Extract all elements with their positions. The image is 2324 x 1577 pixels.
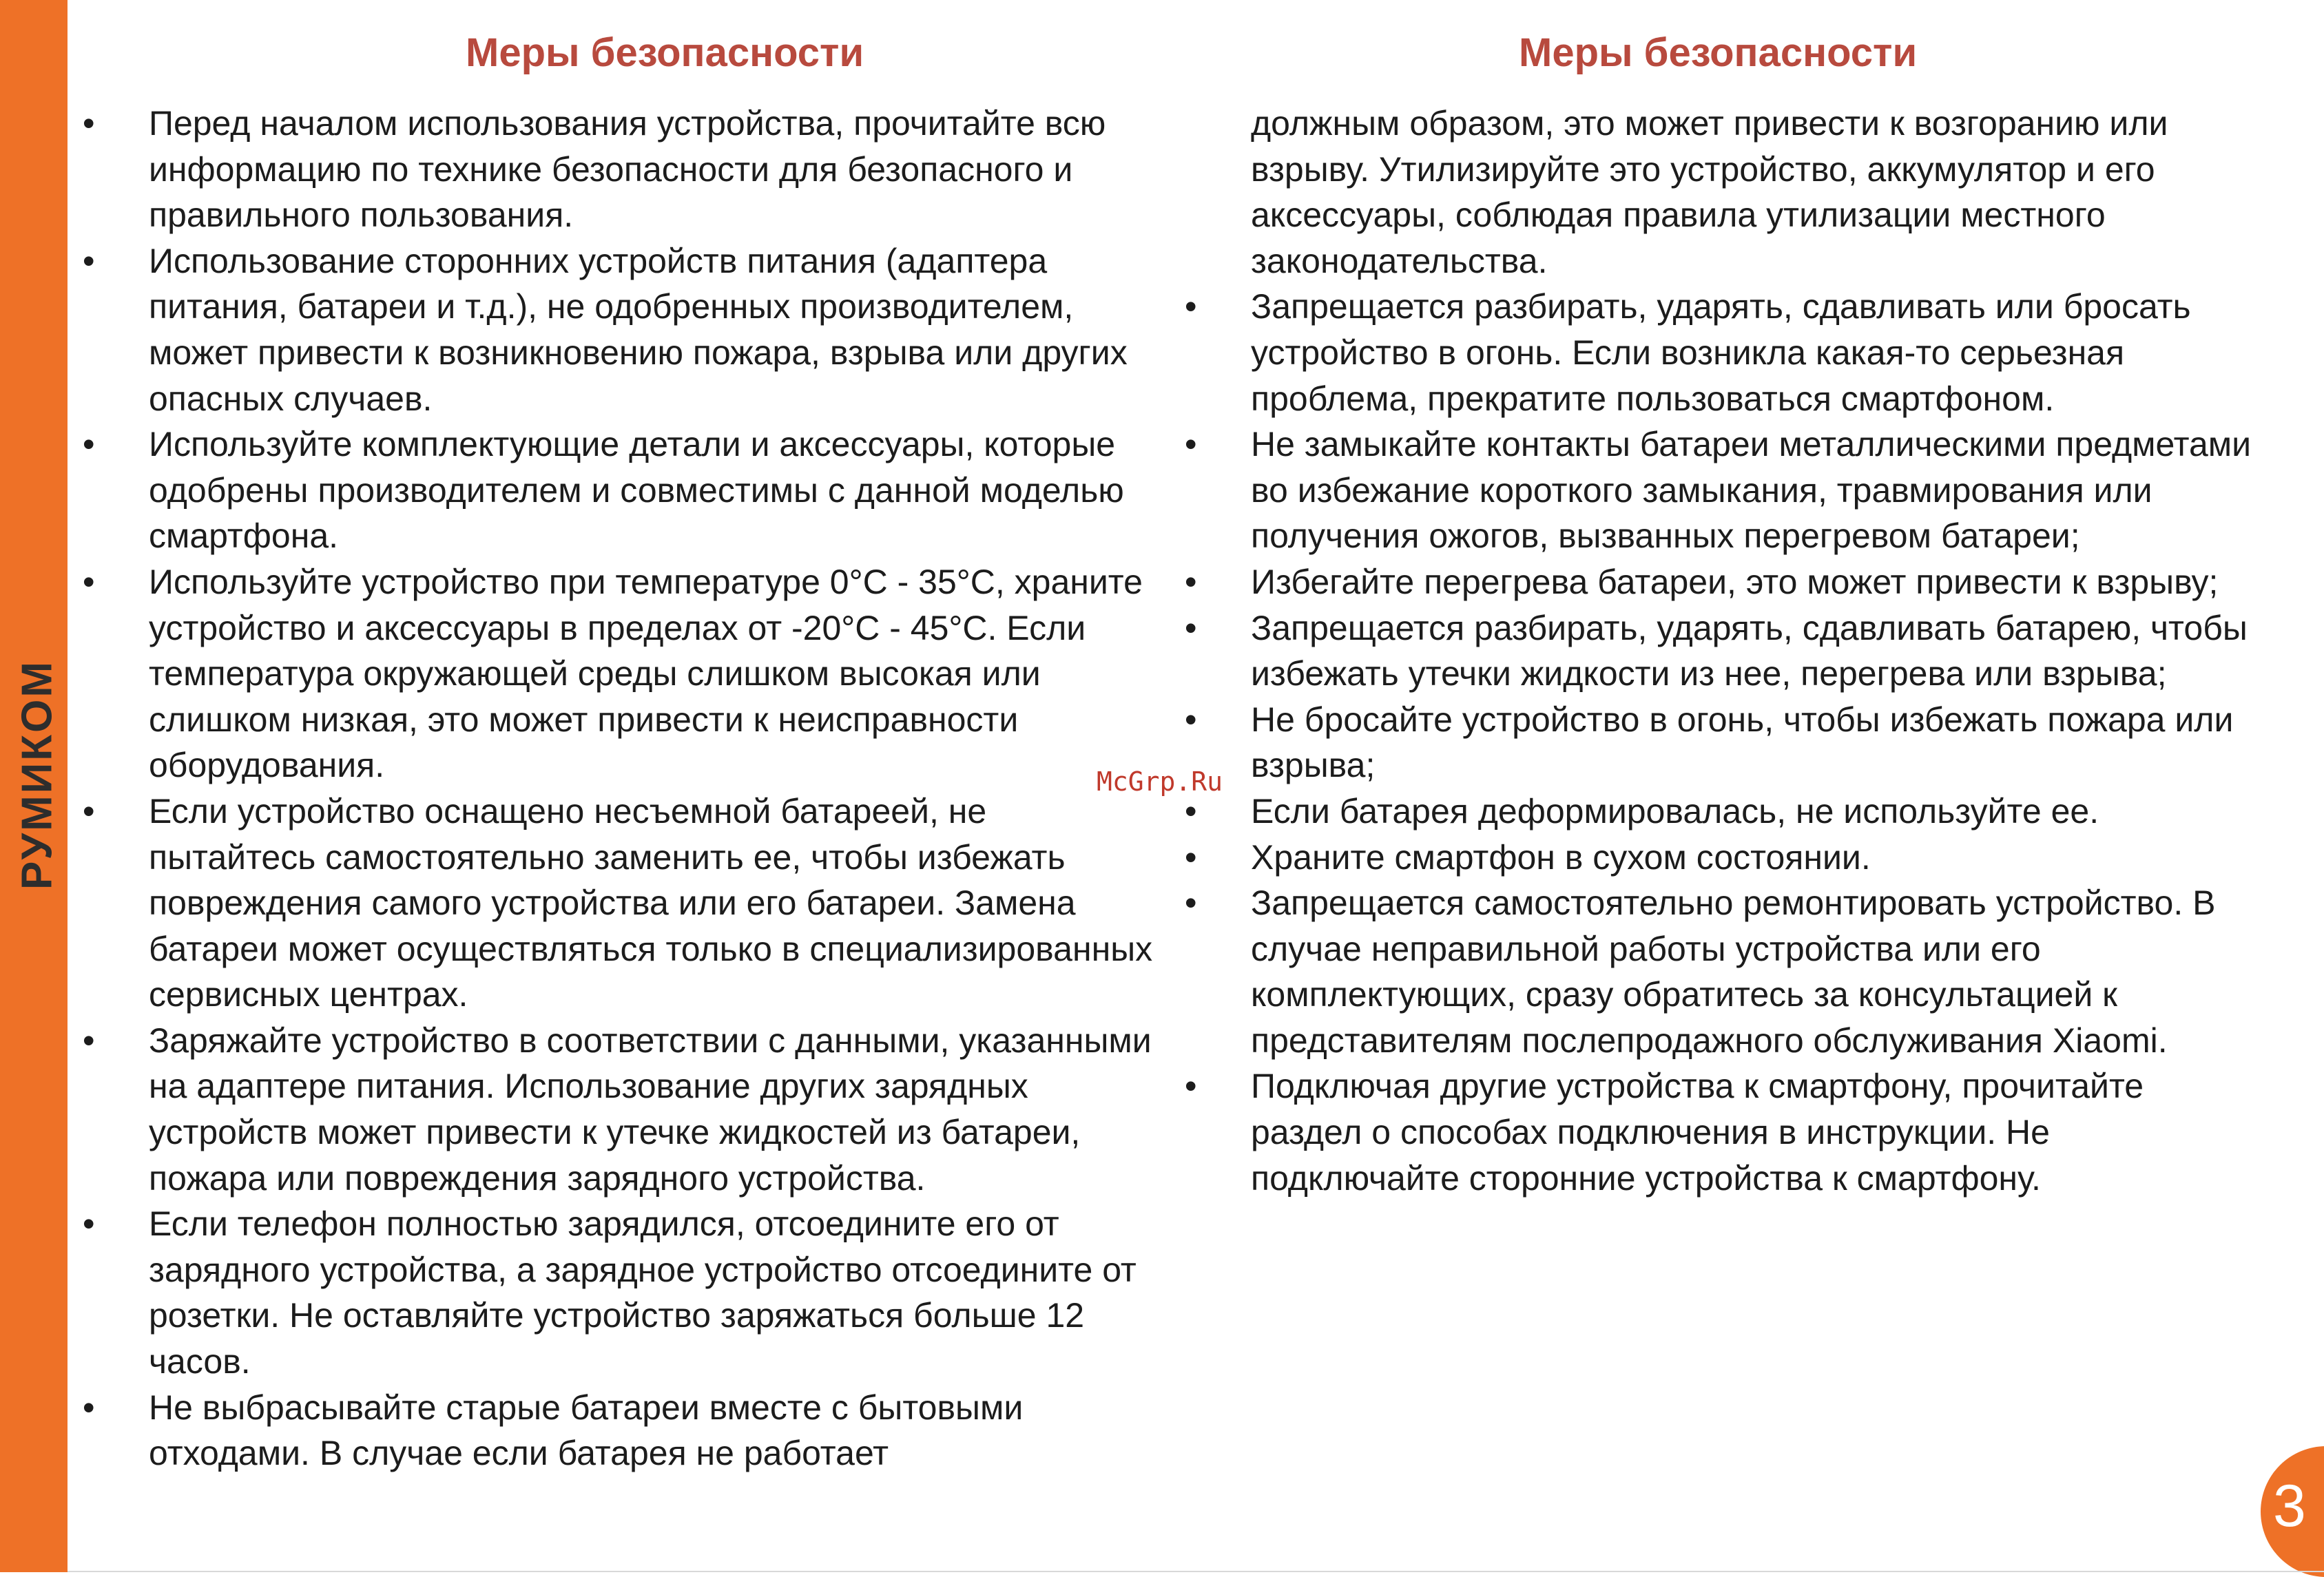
list-item: • Избегайте перегрева батареи, это может привести к взрыву;	[1185, 559, 2259, 605]
list-item: • Не выбрасывайте старые батареи вместе с бытовыми отходами. В случае если батарея не работает	[83, 1385, 1157, 1476]
list-item: • Используйте комплектующие детали и аксессуары, которые одобрены производителем и совместимы с данной моделью смартфона.	[83, 421, 1157, 559]
list-item: • Если телефон полностью зарядился, отсоедините его от зарядного устройства, а зарядное устройство отсоедините от розетки. Не оставляйте устройство заряжаться больше 12 часов.	[83, 1201, 1157, 1384]
right-column	[1185, 21, 2259, 1201]
list-item: • Подключая другие устройства к смартфону, прочитайте раздел о способах подключения в инструкции. Не подключайте сторонние устройства к смартфону.	[1185, 1063, 2259, 1201]
list-item: • Запрещается разбирать, ударять, сдавливать или бросать устройство в огонь. Если возникла какая-то серьезная проблема, прекратите пользоваться смартфоном.	[1185, 284, 2259, 421]
right-list	[1185, 284, 2259, 1201]
left-list	[83, 101, 1157, 1476]
list-item: • Не замыкайте контакты батареи металлическими предметами во избежание короткого замыкания, травмирования или получения ожогов, вызванных перегревом батареи;	[1185, 421, 2259, 559]
list-item: • Если устройство оснащено несъемной батареей, не пытайтесь самостоятельно заменить ее, чтобы избежать повреждения самого устройства или его батареи. Замена батареи может осуществляться только в специализированных сервисных центрах.	[83, 788, 1157, 1018]
list-item: • Запрещается разбирать, ударять, сдавливать батарею, чтобы избежать утечки жидкости из нее, перегрева или взрыва;	[1185, 605, 2259, 697]
left-heading: Меры безопасности	[466, 30, 864, 75]
list-item: • Перед началом использования устройства, прочитайте всю информацию по технике безопасности для безопасного и правильного пользования.	[83, 101, 1157, 238]
right-heading: Меры безопасности	[1519, 30, 1918, 75]
page-number: 3	[2273, 1473, 2306, 1539]
list-item: • Не бросайте устройство в огонь, чтобы избежать пожара или взрыва;	[1185, 697, 2259, 788]
list-item: • Заряжайте устройство в соответствии с данными, указанными на адаптере питания. Использование других зарядных устройств может привести к утечке жидкостей из батареи, пожара или повреждения зарядного устройства.	[83, 1018, 1157, 1201]
brand-label: РУМИКОМ	[13, 659, 61, 890]
list-item: • Если батарея деформировалась, не используйте ее.	[1185, 788, 2259, 835]
left-column	[83, 21, 1157, 1476]
list-item: • Использование сторонних устройств питания (адаптера питания, батареи и т.д.), не одобренных производителем, может привести к возникновению пожара, взрыва или других опасных случаев.	[83, 238, 1157, 421]
list-item: • Запрещается самостоятельно ремонтировать устройство. В случае неправильной работы устройства или его комплектующих, сразу обратитесь за консультацией к представителям послепродажного обслуживания Xiaomi.	[1185, 880, 2259, 1063]
list-item: • Используйте устройство при температуре 0°С - 35°С, храните устройство и аксессуары в пределах от -20°С - 45°С. Если температура окружающей среды слишком высокая или слишком низкая, это может привести к неисправности оборудования.	[83, 559, 1157, 788]
continuation-paragraph: должным образом, это может привести к возгоранию или взрыву. Утилизируйте это устройство, аккумулятор и его аксессуары, соблюдая правила утилизации местного законодательства.	[1251, 104, 2168, 280]
list-item: • Храните смартфон в сухом состоянии.	[1185, 835, 2259, 881]
watermark: McGrp.Ru	[1097, 766, 1223, 797]
